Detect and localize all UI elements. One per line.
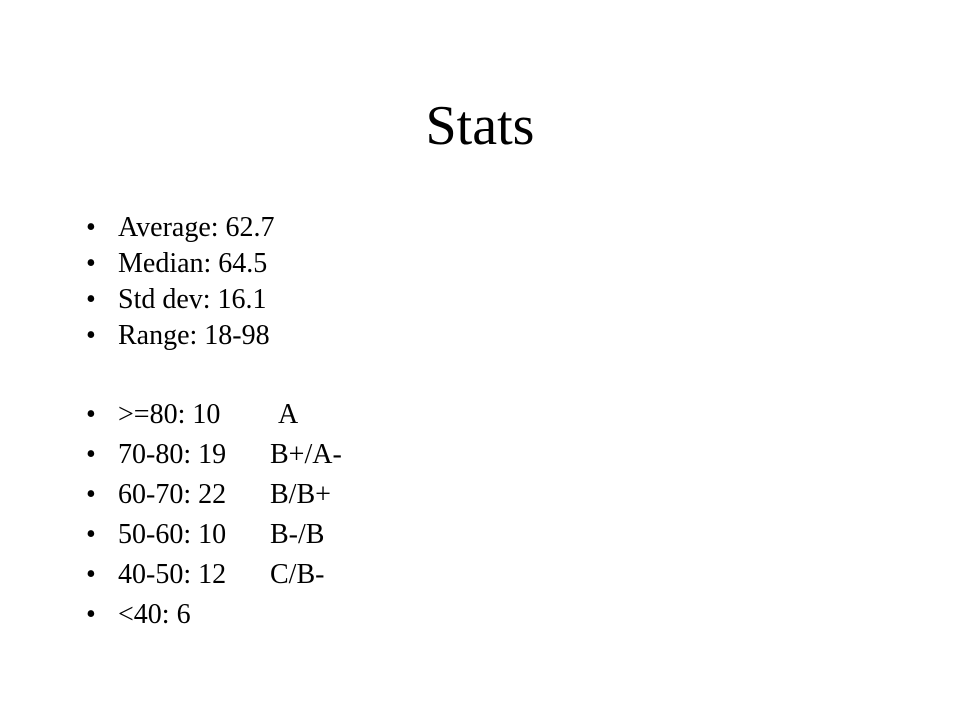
bullet-icon: • <box>86 248 96 279</box>
grade-label: B-/B <box>270 519 325 550</box>
score-band-label: 70-80: 19 <box>118 439 227 470</box>
grade-label: A <box>278 399 299 430</box>
grade-label: B+/A- <box>270 439 342 470</box>
bullet-icon: • <box>86 559 96 590</box>
grade-label: B/B+ <box>270 479 331 510</box>
bullet-icon: • <box>86 399 96 430</box>
score-band-label: 60-70: 22 <box>118 479 227 510</box>
bullet-icon: • <box>86 212 96 243</box>
bullet-icon: • <box>86 599 96 630</box>
grade-label: C/B- <box>270 559 325 590</box>
slide-title: Stats <box>425 95 535 157</box>
score-band-label: 40-50: 12 <box>118 559 227 590</box>
score-band-label: <40: 6 <box>118 599 191 630</box>
bullet-icon: • <box>86 519 96 550</box>
score-band-label: >=80: 10 <box>118 399 221 430</box>
bullet-icon: • <box>86 320 96 351</box>
bullet-icon: • <box>86 439 96 470</box>
stat-std-dev: Std dev: 16.1 <box>118 284 267 315</box>
stat-average: Average: 62.7 <box>118 212 275 243</box>
stat-range: Range: 18-98 <box>118 320 270 351</box>
bullet-icon: • <box>86 284 96 315</box>
stat-median: Median: 64.5 <box>118 248 268 279</box>
bullet-icon: • <box>86 479 96 510</box>
score-band-label: 50-60: 10 <box>118 519 227 550</box>
